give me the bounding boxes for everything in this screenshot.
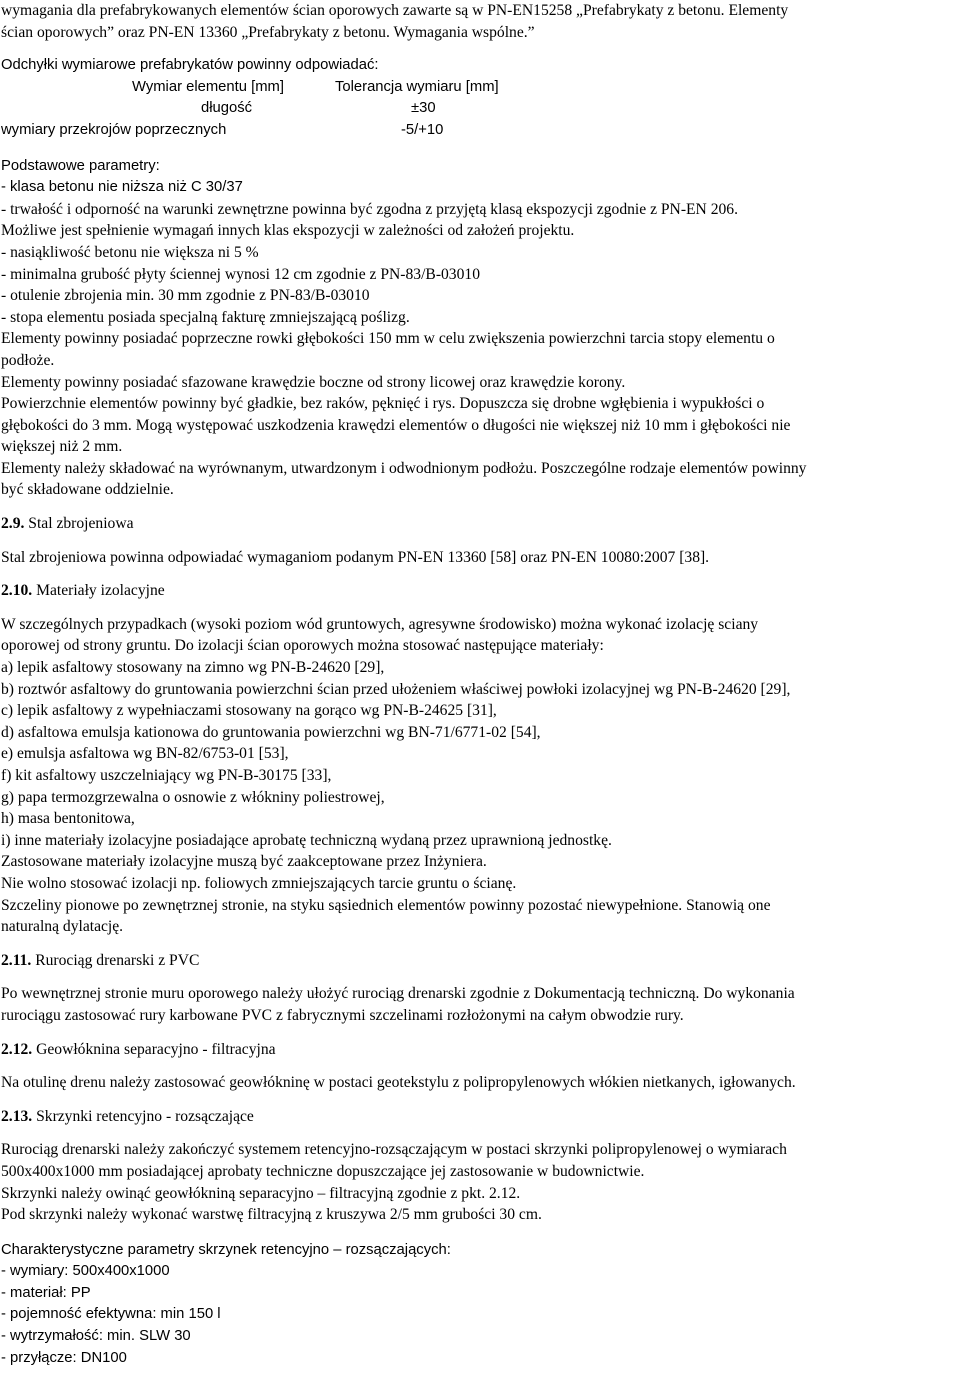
section-number: 2.10. <box>1 582 33 600</box>
tolerance-dimension: wymiary przekrojów poprzecznych <box>1 121 227 138</box>
section-number: 2.11. <box>1 951 32 969</box>
paragraph-line: Szczeliny pionowe po zewnętrznej stronie, na styku sąsiednich elementów powinny pozostać niewypełnione. Stanowią one <box>1 896 771 914</box>
paragraph-line: Możliwe jest spełnienie wymagań innych klas ekspozycji w zależności od założeń projektu. <box>1 222 575 240</box>
paragraph-line: Nie wolno stosować izolacji np. foliowych zmniejszających tarcie gruntu o ścianę. <box>1 874 517 892</box>
section-title: Geowłóknina separacyjno - filtracyjna <box>36 1040 276 1058</box>
section-title: Rurociąg drenarski z PVC <box>35 951 200 969</box>
paragraph-line: wymagania dla prefabrykowanych elementów ścian oporowych zawarte są w PN-EN15258 „Prefabrykaty z betonu. Elementy <box>1 2 789 19</box>
paragraph-line: Skrzynki należy owinąć geowłókniną separacyjno – filtracyjną zgodnie z pkt. 2.12. <box>1 1184 521 1202</box>
paragraph-line: Rurociąg drenarski należy zakończyć systemem retencyjno-rozsączającym w postaci skrzynki polipropylenowej o wymiarach <box>1 1141 787 1159</box>
list-item: b) roztwór asfaltowy do gruntowania powierzchni ścian przed ułożeniem właściwej powłoki izolacyjnej wg PN-B-24620 [29], <box>1 680 791 698</box>
section-number: 2.13. <box>1 1107 33 1125</box>
paragraph-line: naturalną dylatację. <box>1 918 124 936</box>
paragraph-line: - otulenie zbrojenia min. 30 mm zgodnie z PN-83/B-03010 <box>1 287 370 305</box>
document-page <box>1 0 956 1369</box>
tolerances-header-col1: Wymiar elementu [mm] <box>132 78 284 95</box>
list-item: c) lepik asfaltowy z wypełniaczami stosowany na gorąco wg PN-B-24625 [31], <box>1 702 497 720</box>
paragraph-line: większej niż 2 mm. <box>1 438 123 456</box>
box-parameter: - pojemność efektywna: min 150 l <box>1 1306 221 1323</box>
list-item: a) lepik asfaltowy stosowany na zimno wg PN-B-24620 [29], <box>1 659 385 677</box>
section-number: 2.9. <box>1 515 25 533</box>
paragraph-line: głębokości do 3 mm. Mogą występować uszkodzenia krawędzi elementów o długości nie większej niż 10 mm i głębokości nie <box>1 416 791 434</box>
tolerances-lead: Odchyłki wymiarowe prefabrykatów powinny odpowiadać: <box>1 57 379 74</box>
tolerance-value: ±30 <box>411 100 436 117</box>
paragraph-line: rurociągu zastosować rury karbowane PVC z fabrycznymi szczelinami rozłożonymi na całym obwodzie rury. <box>1 1006 684 1024</box>
tolerances-row <box>1 120 956 142</box>
paragraph-line: - minimalna grubość płyty ściennej wynosi 12 cm zgodnie z PN-83/B-03010 <box>1 265 480 283</box>
tolerance-dimension: długość <box>201 100 253 117</box>
paragraph-line: Stal zbrojeniowa powinna odpowiadać wymaganiom podanym PN-EN 13360 [58] oraz PN-EN 10080:2007 [38]. <box>1 548 710 566</box>
box-parameter: - wytrzymałość: min. SLW 30 <box>1 1328 191 1345</box>
tolerances-block <box>1 55 956 199</box>
tolerances-header <box>1 77 956 99</box>
section-title: Materiały izolacyjne <box>36 582 165 600</box>
box-parameters <box>1 1240 956 1370</box>
params-line: - klasa betonu nie niższa niż C 30/37 <box>1 179 243 196</box>
paragraph-line: być składowane oddzielnie. <box>1 481 174 499</box>
paragraph-line: Zastosowane materiały izolacyjne muszą być zaakceptowane przez Inżyniera. <box>1 853 487 871</box>
paragraph-line: - trwałość i odporność na warunki zewnętrzne powinna być zgodna z przyjętą klasą ekspozycji zgodnie z PN-EN 206. <box>1 200 738 218</box>
paragraph-line: Po wewnętrznej stronie muru oporowego należy ułożyć rurociąg drenarski zgodnie z Dokumentacją techniczną. Do wykonania <box>1 985 795 1003</box>
paragraph-line: ścian oporowych” oraz PN-EN 13360 „Prefabrykaty z betonu. Wymagania wspólne.” <box>1 23 535 41</box>
section-heading <box>1 1039 956 1061</box>
paragraph-line: Powierzchnie elementów powinny być gładkie, bez raków, pęknięć i rys. Dopuszcza się drobne wgłębienia i wypukłości o <box>1 395 765 413</box>
paragraph-line: Elementy powinny posiadać poprzeczne rowki głębokości 150 mm w celu zwiększenia powierzchni tarcia stopy elementu o <box>1 330 775 348</box>
list-item: h) masa bentonitowa, <box>1 810 135 828</box>
params-block <box>1 199 956 501</box>
box-parameters-heading: Charakterystyczne parametry skrzynek retencyjno – rozsączających: <box>1 1241 451 1258</box>
box-parameter: - wymiary: 500x400x1000 <box>1 1263 170 1280</box>
params-heading: Podstawowe parametry: <box>1 157 160 174</box>
paragraph-line: Pod skrzynki należy wykonać warstwę filtracyjną z kruszywa 2/5 mm grubości 30 cm. <box>1 1206 542 1224</box>
list-item: d) asfaltowa emulsja kationowa do gruntowania powierzchni wg BN-71/6771-02 [54], <box>1 723 541 741</box>
box-parameter: - materiał: PP <box>1 1284 91 1301</box>
section-number: 2.12. <box>1 1040 33 1058</box>
list-item: i) inne materiały izolacyjne posiadające aprobatę techniczną wydaną przez uprawnioną jednostkę. <box>1 831 612 849</box>
list-item: f) kit asfaltowy uszczelniający wg PN-B-30175 [33], <box>1 767 332 784</box>
list-item: e) emulsja asfaltowa wg BN-82/6753-01 [53], <box>1 745 289 763</box>
paragraph-line: 500x400x1000 mm posiadającej aprobaty techniczne dopuszczające jej zastosowanie w budownictwie. <box>1 1162 645 1180</box>
paragraph-line: Na otulinę drenu należy zastosować geowłókninę w postaci geotekstylu z polipropylenowych włókien nietkanych, igłowanych. <box>1 1074 796 1092</box>
section-title: Skrzynki retencyjno - rozsączające <box>36 1107 254 1125</box>
tolerances-header-col2: Tolerancja wymiaru [mm] <box>335 78 499 95</box>
tolerances-row <box>1 98 956 120</box>
paragraph-line: - nasiąkliwość betonu nie większa ni 5 % <box>1 243 259 261</box>
tolerance-value: -5/+10 <box>401 121 444 138</box>
section-heading <box>1 580 956 602</box>
section-heading <box>1 513 956 535</box>
paragraph-line: - stopa elementu posiada specjalną fakturę zmniejszającą poślizg. <box>1 308 410 326</box>
section-heading <box>1 950 956 972</box>
section-heading <box>1 1106 956 1128</box>
paragraph-line: Elementy należy składować na wyrównanym, utwardzonym i odwodnionym podłożu. Poszczególne rodzaje elementów powinny <box>1 459 807 477</box>
paragraph-line: W szczególnych przypadkach (wysoki poziom wód gruntowych, agresywne środowisko) można wykonać izolację sciany <box>1 615 759 633</box>
box-parameter: - przyłącze: DN100 <box>1 1349 127 1366</box>
list-item: g) papa termozgrzewalna o osnowie z włókniny poliestrowej, <box>1 788 385 806</box>
paragraph-line: podłoże. <box>1 351 55 369</box>
paragraph-line: oporowej od strony gruntu. Do izolacji ścian oporowych można stosować następujące materiały: <box>1 637 604 655</box>
section-title: Stal zbrojeniowa <box>28 515 134 533</box>
paragraph-line: Elementy powinny posiadać sfazowane krawędzie boczne od strony licowej oraz krawędzie korony. <box>1 373 626 391</box>
